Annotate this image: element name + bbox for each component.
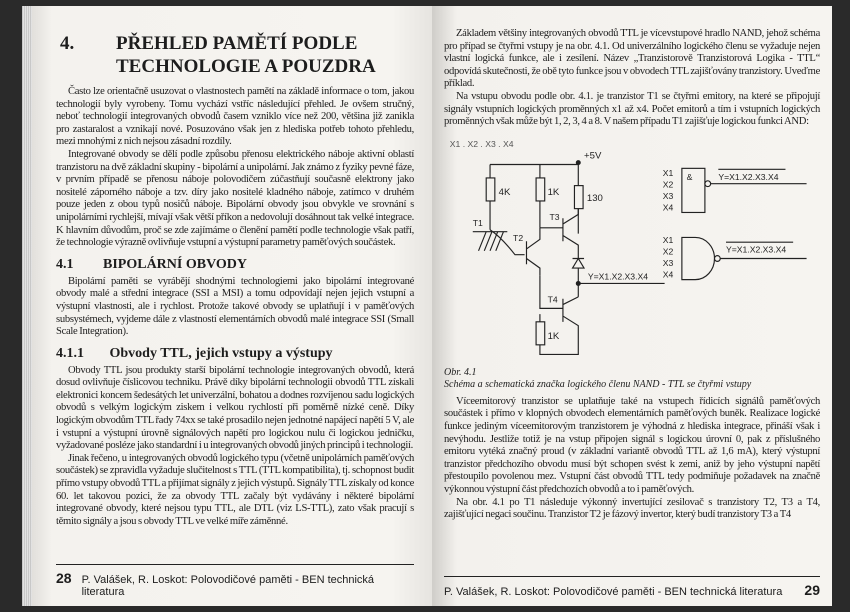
resistor-4k <box>486 178 495 201</box>
inversion-bubble <box>714 255 720 261</box>
section-number: 4.1 <box>56 256 74 272</box>
right-page <box>432 6 832 606</box>
ansi-nand-gate <box>682 237 715 279</box>
inversion-bubble <box>705 181 711 187</box>
paragraph: Integrované obvody se dělí podle způsobu přenosu elektrického náboje aktivní oblastí tranzistoru na dvě základní skupiny - bipolární a unipolární. Jak známo z fyziky pevné fáze, v prvním případě se přenosu náboje polovodičem zúčastňují současně elektrony jako nositelé záporného náboje a tzv. díry jako nositelé kladného náboje, zatímco v druhém pouze jeden z obou typů nosičů náboje. Bipolární obvody jsou obvykle ve srovnání s unipolárními rychlejší, mívají však větší příkon a nedovolují dosáhnout tak velké integrace. K hlavním důvodům, proč se zde zajímáme o členění pamětí podle technologie však patří, že technologie výrazně ovlivňuje vstupní a výstupní parametry paměťových součástek. <box>56 148 414 249</box>
page-edges <box>22 6 32 606</box>
footer <box>56 558 414 599</box>
figure-caption <box>444 367 820 391</box>
page-number: 28 <box>56 570 72 586</box>
footer-rule <box>56 564 414 566</box>
paragraph: Bipolární paměti se vyrábějí shodnými technologiemi jako bipolární integrované obvody malé a střední integrace (SSI a MSI) a tomu odpovídají nejen jejich vstupní a výstupní vlastnosti, ale i rychlost. Protože takové obvody se uplatňují i v paměťových subsystémech, vyjdeme dále z vlastností elementárních obvodů malé integrace SSI (Small Scale Integration). <box>56 275 414 338</box>
intro-text <box>56 86 414 250</box>
input-label: X3 <box>662 257 674 268</box>
subsection-heading <box>56 345 414 362</box>
paragraph: Jinak řečeno, u integrovaných obvodů logického typu (včetně unipolárních paměťových součástek) se zpravidla vyžaduje slučitelnost s TTL (TTL kompatibilita), tj. schopnost budit přímo vstupy obvodů TTL a přijímat signály z jejich výstupů. Signály TTL získaly od konce 60. let takovou pozici, že za obvody TTL začaly být vydávány i některé bipolární integrované obvody, které nejsou typu TTL, ale DTL (viz LS-TTL), zato však pracují s těmito signály a jsou s obvody TTL ve velké míře záměnné. <box>56 452 414 527</box>
resistor-1k-bottom <box>536 322 545 345</box>
resistor-label: 1K <box>547 186 560 198</box>
supply-node <box>576 160 580 164</box>
transistor-label: T1 <box>472 217 483 228</box>
transistor-label: T2 <box>513 232 524 243</box>
paragraph: Na obr. 4.1 po T1 následuje výkonný invertující zesilovač s tranzistory T2, T3 a T4, zajišťující negaci součinu. Tranzistor T2 je fázový invertor, který budí tranzistory T3 a T4 <box>444 496 820 521</box>
subsection-number: 4.1.1 <box>56 345 84 361</box>
footer-rule <box>444 576 820 578</box>
transistor-t4 <box>540 276 578 355</box>
resistor-label: 1K <box>547 330 560 342</box>
section-text <box>56 276 414 339</box>
input-label: X1 <box>662 167 674 178</box>
top-text <box>444 28 820 129</box>
chapter-title: PŘEHLED PAMĚTÍ PODLE TECHNOLOGIE A POUZDRA <box>116 33 376 77</box>
resistor-1k <box>536 178 545 201</box>
resistor-label: 130 <box>586 192 603 204</box>
chapter-heading <box>60 32 414 78</box>
input-label: X1 <box>662 234 674 245</box>
supply-rail <box>490 164 578 185</box>
paragraph: Víceemitorový tranzistor se uplatňuje také na vstupech řídicích signálů paměťových součástek i přímo v klopných obvodech elementárních paměťových buněk. Realizace logické funkce jediným víceemitorovým tranzistorem je výhodná z hlediska integrace, přináší však i nevýhodu. Jestliže totiž je na vstup připojen signál s logickou úrovní 0, pak z příslušného emitoru vytéká značný proud (v základní variantě obvodů TTL až 1,6 mA), který výstupní tranzistor předchozího obvodu musí být schopen svést k zemi, aniž by jeho výstupní napětí přestoupilo povolenou mez. Vstupní část obvodů TTL tedy podmiňuje požadavek na značně výkonnou výstupní část předchozích obvodů a to i paměťových. <box>444 395 820 495</box>
paragraph: Obvody TTL jsou produkty starší bipolární technologie integrovaných obvodů, která dosud ovlivňuje číslicovou techniku. Právě díky bipolární technologii obvodů TTL získali elektronici koncem šedesátých let univerzální, bohatou a dodnes rozvíjenou sadu logických obvodů s velkým logickým ziskem i velkou rychlostí při poměrně nízké ceně. Díky logickým obvodům TTL řady 74xx se také prosadilo nejen jednotné napájecí napětí 5 V, ale i vstupní a výstupní úrovně signálových napětí pro logickou nulu či logickou jedničku, vyžadované posléze jako standardní i u integrovaných obvodů jiných principů i technologií. <box>56 364 414 452</box>
resistor-label: 4K <box>498 186 511 198</box>
transistor-label: T4 <box>547 294 558 305</box>
transistor-t2 <box>526 228 539 276</box>
subsection-text <box>56 365 414 529</box>
caption-label: Obr. 4.1 <box>444 366 477 378</box>
footer <box>444 570 820 599</box>
paragraph: Na vstupu obvodu podle obr. 4.1. je tranzistor T1 se čtyřmi emitory, na které se připojují signály vstupních logických proměnných x1 až x4. Počet emitorů a tím i vstupních logických proměnných však může být 1, 2, 3, 4 a 8. V našem případu T1 zajišťuje logickou funkci AND: <box>444 90 820 128</box>
input-label: X4 <box>662 269 674 280</box>
input-label: X4 <box>662 202 674 213</box>
transistor-label: T3 <box>549 211 560 222</box>
footer-text: P. Valášek, R. Loskot: Polovodičové paměti - BEN technická literatura <box>81 574 375 598</box>
supply-label: +5V <box>584 150 602 162</box>
input-label: X2 <box>662 246 674 257</box>
page-number: 29 <box>804 582 820 598</box>
paragraph: Základem většiny integrovaných obvodů TTL je vícevstupové hradlo NAND, jehož schéma pro případ se čtyřmi vstupy je na obr. 4.1. Od univerzálního logického členu se vyžaduje nejen vlastní logická funkce, ale i zesílení. Název „Tranzistorově Tranzistorová Logika - TTL“ odpovídá skutečnosti, že obě tyto funkce jsou v obvodech TTL zajišťovány tranzistory. Uveďme příklad. <box>444 28 820 90</box>
footer-text: P. Valášek, R. Loskot: Polovodičové paměti - BEN technická literatura <box>444 586 783 598</box>
subsection-title: Obvody TTL, jejich vstupy a výstupy <box>109 345 333 361</box>
iec-nand-gate <box>682 168 705 212</box>
bottom-text <box>444 396 820 522</box>
left-page <box>22 6 432 606</box>
formula: X1 . X2 . X3 . X4 <box>449 138 514 149</box>
paragraph: Často lze orientačně usuzovat o vlastnostech pamětí na základě informace o tom, jakou technologií byly vyrobeny. Tomu vychází vstříc následující přehled. Je ovšem stručný, neboť technologií integrovaných obvodů časem vzniklo více než 200, většina již zanikla pro zastaralost a vznikají nové. Posuzováno však jen z hlediska potřeb tohoto přehledu, mezi mnohými z nich nejsou zásadní rozdíly. <box>56 86 414 148</box>
input-label: X3 <box>662 190 674 201</box>
chapter-number: 4. <box>60 33 75 54</box>
section-heading <box>56 256 414 273</box>
input-label: X2 <box>662 179 674 190</box>
nand-ttl-schematic <box>444 129 820 365</box>
caption-text: Schéma a schematická značka logického členu NAND - TTL se čtyřmi vstupy <box>444 378 752 390</box>
gate-output-label: Y=X1.X2.X3.X4 <box>726 244 787 255</box>
resistor-130 <box>574 185 583 208</box>
gate-output-label: Y=X1.X2.X3.X4 <box>718 171 779 182</box>
section-title: BIPOLÁRNÍ OBVODY <box>103 256 248 272</box>
and-symbol: & <box>686 171 693 182</box>
output-label: Y=X1.X2.X3.X4 <box>587 271 649 282</box>
